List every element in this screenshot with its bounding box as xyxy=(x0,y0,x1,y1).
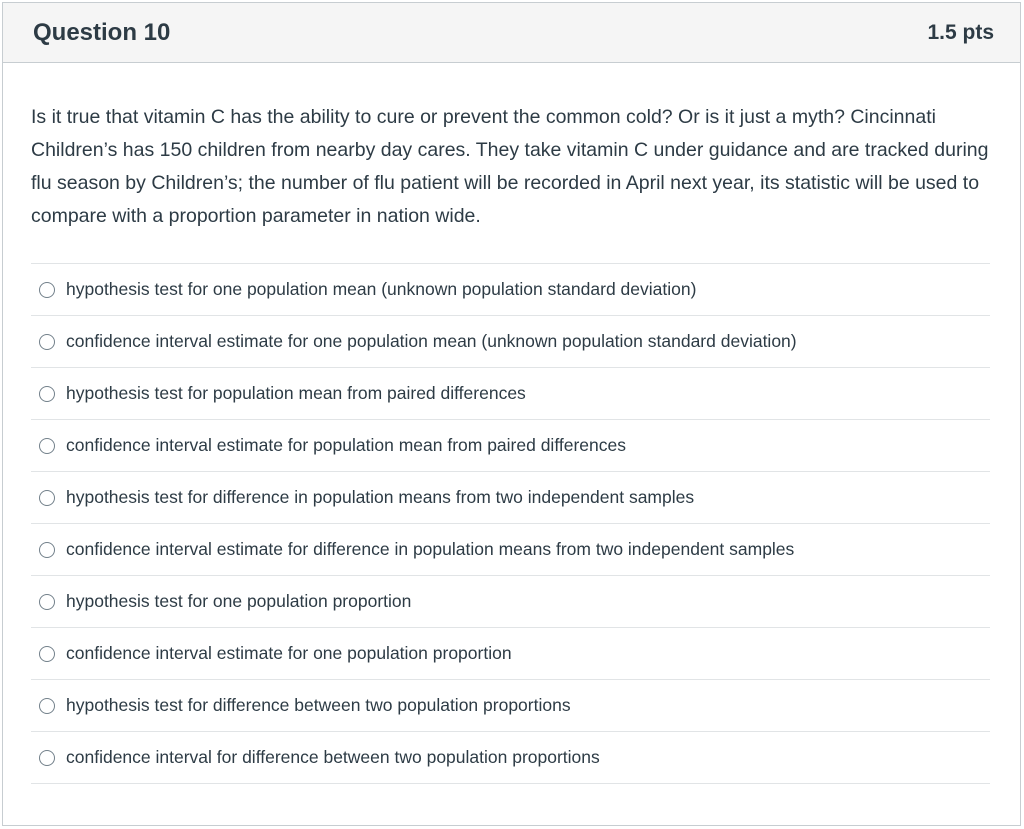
question-body xyxy=(3,63,1020,784)
question-card xyxy=(2,2,1021,826)
answer-label[interactable]: hypothesis test for population mean from paired differences xyxy=(66,383,526,403)
answer-option-8[interactable] xyxy=(31,628,990,680)
radio-button[interactable] xyxy=(39,698,55,714)
answer-option-7[interactable] xyxy=(31,576,990,628)
radio-button[interactable] xyxy=(39,386,55,402)
radio-button[interactable] xyxy=(39,490,55,506)
question-title: Question 10 xyxy=(33,18,171,46)
question-header xyxy=(3,3,1020,63)
answer-label[interactable]: hypothesis test for difference between two population proportions xyxy=(66,695,571,715)
answer-label[interactable]: confidence interval estimate for population mean from paired differences xyxy=(66,435,626,455)
answer-label[interactable]: hypothesis test for one population proportion xyxy=(66,591,412,611)
answer-list xyxy=(31,263,990,784)
answer-option-3[interactable] xyxy=(31,368,990,420)
answer-option-4[interactable] xyxy=(31,420,990,472)
radio-button[interactable] xyxy=(39,646,55,662)
answer-option-1[interactable] xyxy=(31,264,990,316)
answer-label[interactable]: hypothesis test for difference in population means from two independent samples xyxy=(66,487,695,507)
radio-button[interactable] xyxy=(39,542,55,558)
answer-option-2[interactable] xyxy=(31,316,990,368)
answer-label[interactable]: hypothesis test for one population mean (unknown population standard deviation) xyxy=(66,279,697,299)
answer-label[interactable]: confidence interval estimate for difference in population means from two independent samples xyxy=(66,539,795,559)
question-text: Is it true that vitamin C has the ability to cure or prevent the common cold? Or is it just a myth? Cincinnati Children’s has 150 children from nearby day cares. They take vitamin C under guidance and are tracked during flu season by Children’s; the number of flu patient will be recorded in April next year, its statistic will be used to compare with a proportion parameter in nation wide. xyxy=(31,106,989,227)
answer-label[interactable]: confidence interval estimate for one population mean (unknown population standard deviation) xyxy=(66,331,797,351)
radio-button[interactable] xyxy=(39,282,55,298)
answer-option-6[interactable] xyxy=(31,524,990,576)
answer-label[interactable]: confidence interval for difference between two population proportions xyxy=(66,747,600,767)
answer-option-9[interactable] xyxy=(31,680,990,732)
radio-button[interactable] xyxy=(39,334,55,350)
answer-option-10[interactable] xyxy=(31,732,990,784)
radio-button[interactable] xyxy=(39,438,55,454)
answer-label[interactable]: confidence interval estimate for one population proportion xyxy=(66,643,512,663)
radio-button[interactable] xyxy=(39,750,55,766)
question-points: 1.5 pts xyxy=(927,20,994,44)
radio-button[interactable] xyxy=(39,594,55,610)
answer-option-5[interactable] xyxy=(31,472,990,524)
